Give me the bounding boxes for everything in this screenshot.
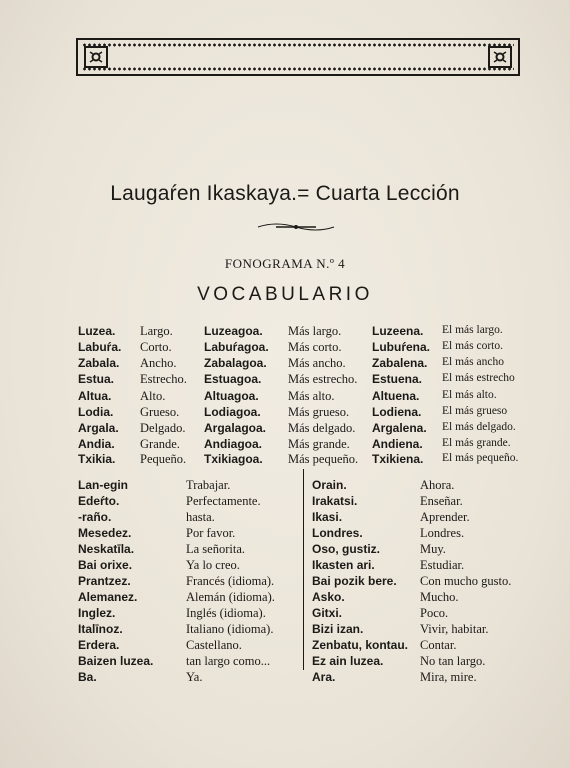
ornament-left-icon (84, 46, 108, 68)
vocab-spanish: Trabajar. (186, 478, 231, 492)
comparative-spanish: Grande. (140, 437, 180, 451)
comparative-row (0, 452, 570, 469)
vocab-spanish: Ya lo creo. (186, 558, 240, 572)
vocab-basque: Irakatsi. (312, 494, 358, 508)
vocab-spanish: Francés (idioma). (186, 574, 275, 588)
comparative-spanish-comp: Más estrecho. (288, 372, 358, 386)
comparative-basque-comp: Lodiagoa. (204, 405, 261, 419)
comparative-basque-sup: Lodiena. (372, 405, 422, 419)
vocab-spanish: Vivir, habitar. (420, 622, 489, 636)
vocab-basque: Ara. (312, 670, 336, 684)
comparative-row (0, 324, 570, 341)
comparative-basque: Altua. (78, 389, 112, 403)
comparative-spanish-sup: El más corto. (442, 340, 503, 352)
comparative-basque: Lodia. (78, 405, 114, 419)
comparative-basque-sup: Andiena. (372, 437, 423, 451)
vocab-spanish: Poco. (420, 606, 449, 620)
comparative-spanish-sup: El más delgado. (442, 421, 516, 433)
dotted-border-bottom (82, 67, 514, 71)
vocab-spanish: Italiano (idioma). (186, 622, 274, 636)
comparative-spanish-comp: Más alto. (288, 389, 335, 403)
vocab-basque: Erdera. (78, 638, 120, 652)
comparative-spanish-sup: El más grande. (442, 437, 511, 449)
comparative-basque-sup: Zabalena. (372, 356, 428, 370)
comparative-row (0, 421, 570, 438)
comparative-basque: Luzea. (78, 324, 116, 338)
vocab-spanish: Perfectamente. (186, 494, 261, 508)
comparative-row (0, 405, 570, 422)
vocab-basque: Zenbatu, kontau. (312, 638, 408, 652)
comparative-row (0, 389, 570, 406)
comparative-basque-comp: Labuŕagoa. (204, 340, 269, 354)
vocab-basque: Lan-egin (78, 478, 128, 492)
comparative-spanish: Largo. (140, 324, 173, 338)
comparative-spanish: Delgado. (140, 421, 186, 435)
vocab-row-right (0, 590, 570, 606)
comparative-spanish-sup: El más estrecho (442, 372, 515, 384)
section-heading: VOCABULARIO (197, 284, 373, 305)
comparative-basque: Estua. (78, 372, 115, 386)
vocab-spanish: La señorita. (186, 542, 246, 556)
comparative-spanish-comp: Más pequeño. (288, 452, 359, 466)
comparative-basque: Txikia. (78, 452, 116, 466)
comparative-basque-comp: Estuagoa. (204, 372, 262, 386)
comparative-row (0, 340, 570, 357)
comparative-basque: Argala. (78, 421, 119, 435)
comparative-spanish-comp: Más largo. (288, 324, 342, 338)
phonogram-subtitle: FONOGRAMA N.º 4 (224, 256, 346, 271)
comparative-spanish: Ancho. (140, 356, 177, 370)
vocab-spanish: Muy. (420, 542, 446, 556)
vocab-row-right (0, 606, 570, 622)
vocab-basque: Orain. (312, 478, 347, 492)
comparative-spanish-comp: Más grande. (288, 437, 350, 451)
comparative-basque-sup: Lubuŕena. (372, 340, 431, 354)
vocab-spanish: Inglés (idioma). (186, 606, 266, 620)
vocab-basque: Baizen luzea. (78, 654, 154, 668)
vocab-basque: Inglez. (78, 606, 116, 620)
comparative-row (0, 356, 570, 373)
vocab-basque: Alemanez. (78, 590, 138, 604)
comparative-spanish: Estrecho. (140, 372, 187, 386)
vocab-basque: Bizi izan. (312, 622, 364, 636)
comparative-spanish: Grueso. (140, 405, 180, 419)
ornament-right-icon (488, 46, 512, 68)
vocab-row-right (0, 638, 570, 654)
vocab-row-right (0, 654, 570, 670)
vocab-basque: -raño. (78, 510, 112, 524)
comparative-spanish: Corto. (140, 340, 172, 354)
vocab-spanish: No tan largo. (420, 654, 486, 668)
vocab-basque: Italīnoz. (78, 622, 123, 636)
comparative-spanish-comp: Más ancho. (288, 356, 346, 370)
dotted-border-top (82, 43, 514, 47)
comparative-basque-sup: Estuena. (372, 372, 423, 386)
flourish-divider-icon (256, 221, 336, 233)
comparative-basque: Labuŕa. (78, 340, 122, 354)
comparative-basque-comp: Argalagoa. (204, 421, 267, 435)
vocab-row-right (0, 478, 570, 494)
vocab-row-right (0, 558, 570, 574)
vocab-basque: Prantzez. (78, 574, 131, 588)
vocab-spanish: Estudiar. (420, 558, 465, 572)
vocab-basque: Gitxi. (312, 606, 343, 620)
vocab-spanish: tan largo como... (186, 654, 271, 668)
vocab-row-right (0, 574, 570, 590)
vocab-row-right (0, 542, 570, 558)
comparative-spanish-sup: El más ancho (442, 356, 504, 368)
vocab-basque: Asko. (312, 590, 345, 604)
vocab-spanish: Mira, mire. (420, 670, 477, 684)
vocab-spanish: hasta. (186, 510, 215, 524)
comparative-basque-comp: Zabalagoa. (204, 356, 267, 370)
vocab-spanish: Mucho. (420, 590, 459, 604)
vocab-spanish: Londres. (420, 526, 465, 540)
comparative-basque-sup: Txikiena. (372, 452, 424, 466)
comparative-row (0, 372, 570, 389)
vocab-basque: Ikasten ari. (312, 558, 375, 572)
comparative-spanish-comp: Más grueso. (288, 405, 350, 419)
comparative-spanish-sup: El más alto. (442, 389, 497, 401)
vocab-spanish: Con mucho gusto. (420, 574, 512, 588)
vocab-spanish: Ahora. (420, 478, 455, 492)
comparative-basque-sup: Argalena. (372, 421, 427, 435)
comparative-basque-sup: Luzeena. (372, 324, 424, 338)
comparative-spanish-sup: El más pequeño. (442, 452, 519, 464)
comparative-basque-comp: Txikiagoa. (204, 452, 263, 466)
vocab-basque: Ikasi. (312, 510, 343, 524)
vocab-basque: Bai pozik bere. (312, 574, 397, 588)
comparative-spanish-comp: Más delgado. (288, 421, 356, 435)
vocab-basque: Mesedez. (78, 526, 132, 540)
comparative-spanish: Pequeño. (140, 452, 187, 466)
comparative-spanish: Alto. (140, 389, 166, 403)
vocab-spanish: Enseñar. (420, 494, 463, 508)
vocab-basque: Bai orixe. (78, 558, 133, 572)
vocab-spanish: Contar. (420, 638, 457, 652)
comparative-basque: Andia. (78, 437, 115, 451)
comparative-basque-comp: Luzeagoa. (204, 324, 263, 338)
vocab-basque: Ez ain luzea. (312, 654, 384, 668)
decorative-header-band (76, 38, 520, 76)
vocab-basque: Ba. (78, 670, 97, 684)
comparative-basque-comp: Altuagoa. (204, 389, 259, 403)
comparative-basque: Zabala. (78, 356, 120, 370)
vocab-spanish: Aprender. (420, 510, 470, 524)
vocab-spanish: Castellano. (186, 638, 242, 652)
vocab-row-right (0, 622, 570, 638)
comparative-spanish-comp: Más corto. (288, 340, 342, 354)
vocab-spanish: Ya. (186, 670, 203, 684)
vocab-row-right (0, 526, 570, 542)
comparative-basque-sup: Altuena. (372, 389, 420, 403)
vocab-row-right (0, 510, 570, 526)
vocab-basque: Neskatīla. (78, 542, 135, 556)
vocab-row-right (0, 494, 570, 510)
comparative-basque-comp: Andiagoa. (204, 437, 263, 451)
comparative-spanish-sup: El más largo. (442, 324, 503, 336)
lesson-title: Laugaŕen Ikaskaya.= Cuarta Lección (110, 182, 460, 205)
vocab-basque: Londres. (312, 526, 363, 540)
vocab-spanish: Por favor. (186, 526, 236, 540)
vocab-basque: Edeŕto. (78, 494, 120, 508)
vocab-spanish: Alemán (idioma). (186, 590, 275, 604)
comparative-spanish-sup: El más grueso (442, 405, 508, 417)
vocab-row-right (0, 670, 570, 686)
vocab-basque: Oso, gustiz. (312, 542, 381, 556)
